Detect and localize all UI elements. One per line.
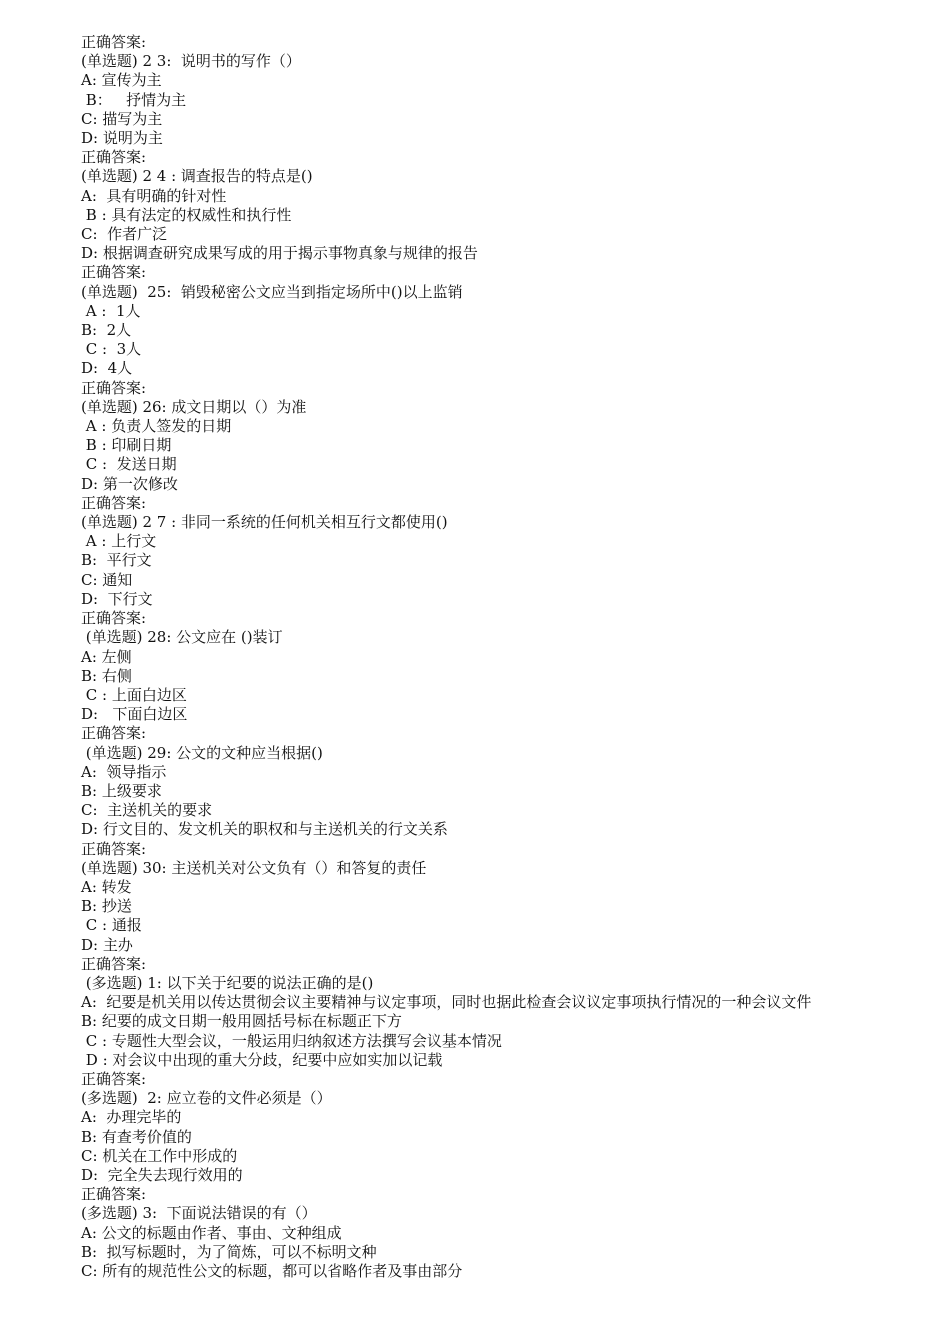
option-c: C: 所有的规范性公文的标题，都可以省略作者及事由部分 <box>81 1262 463 1280</box>
answer-label: 正确答案: <box>81 263 147 282</box>
question-heading: (单选题) 26: 成文日期以（）为准 <box>81 397 307 416</box>
option-b: B: 上级要求 <box>81 781 162 800</box>
question-heading: (多选题) 3: 下面说法错误的有（） <box>81 1204 317 1223</box>
option-c: C : 专题性大型会议，一般运用归纳叙述方法撰写会议基本情况 <box>81 1031 502 1050</box>
option-b: B: 拟写标题时，为了简炼，可以不标明文种 <box>81 1242 377 1261</box>
question-heading: (单选题) 2 7 : 非同一系统的任何机关相互行文都使用() <box>81 513 448 532</box>
option-d: D: 根据调查研究成果写成的用于揭示事物真象与规律的报告 <box>81 244 478 263</box>
option-b: B : 印刷日期 <box>81 436 172 455</box>
option-d: D : 对会议中出现的重大分歧，纪要中应如实加以记载 <box>81 1050 443 1069</box>
option-b: B: 纪要的成文日期一般用圆括号标在标题正下方 <box>81 1012 402 1031</box>
option-d: D: 下行文 <box>81 589 153 608</box>
option-a: A: 公文的标题由作者、事由、文种组成 <box>81 1223 342 1242</box>
question-heading: (单选题) 2 4 : 调查报告的特点是() <box>81 167 313 186</box>
answer-label: 正确答案: <box>81 378 147 397</box>
option-c: C: 机关在工作中形成的 <box>81 1146 238 1165</box>
option-b: B: 平行文 <box>81 551 152 570</box>
question-heading: (单选题) 28: 公文应在 ()装订 <box>81 628 283 647</box>
question-heading: (单选题) 2 3: 说明书的写作（） <box>81 52 301 71</box>
answer-label: 正确答案: <box>81 33 147 51</box>
option-a: A: 纪要是机关用以传达贯彻会议主要精神与议定事项，同时也据此检查会议议定事项执行情况的一种会议文件 <box>81 993 812 1012</box>
option-c: C : 发送日期 <box>81 455 177 474</box>
question-heading: (单选题) 25: 销毁秘密公文应当到指定场所中()以上监销 <box>81 282 463 301</box>
answer-label: 正确答案: <box>81 1185 147 1204</box>
option-c: C: 描写为主 <box>81 109 163 128</box>
option-c: C: 通知 <box>81 570 133 589</box>
answer-label: 正确答案: <box>81 839 147 858</box>
answer-label: 正确答案: <box>81 1069 147 1088</box>
option-a: A : 上行文 <box>81 532 157 551</box>
document-body <box>81 33 881 1281</box>
option-d: D: 4人 <box>81 359 133 378</box>
question-heading: (多选题) 2: 应立卷的文件必须是（） <box>81 1089 332 1108</box>
option-d: D: 说明为主 <box>81 129 163 148</box>
option-c: C : 上面白边区 <box>81 685 187 704</box>
option-c: C : 通报 <box>81 916 142 935</box>
option-b: B: 右侧 <box>81 666 132 685</box>
question-heading: (单选题) 30: 主送机关对公文负有（）和答复的责任 <box>81 858 427 877</box>
option-a: A : 1人 <box>81 301 141 320</box>
answer-label: 正确答案: <box>81 724 147 743</box>
option-a: A: 具有明确的针对性 <box>81 186 227 205</box>
option-b: B : 具有法定的权威性和执行性 <box>81 205 292 224</box>
option-a: A: 办理完毕的 <box>81 1108 182 1127</box>
option-b: B： 抒情为主 <box>81 90 187 109</box>
question-heading: (多选题) 1: 以下关于纪要的说法正确的是() <box>81 973 374 992</box>
answer-label: 正确答案: <box>81 609 147 628</box>
option-c: C: 主送机关的要求 <box>81 801 213 820</box>
option-d: D: 完全失去现行效用的 <box>81 1165 243 1184</box>
option-a: A: 宣传为主 <box>81 71 162 90</box>
option-a: A: 领导指示 <box>81 762 167 781</box>
option-c: C: 作者广泛 <box>81 225 168 244</box>
option-b: B: 2人 <box>81 321 132 340</box>
option-c: C : 3人 <box>81 340 142 359</box>
question-heading: (单选题) 29: 公文的文种应当根据() <box>81 743 323 762</box>
option-b: B: 抄送 <box>81 897 132 916</box>
answer-label: 正确答案: <box>81 148 147 167</box>
option-a: A: 转发 <box>81 877 132 896</box>
option-d: D: 下面白边区 <box>81 705 188 724</box>
answer-label: 正确答案: <box>81 493 147 512</box>
option-a: A: 左侧 <box>81 647 132 666</box>
option-d: D: 第一次修改 <box>81 474 178 493</box>
option-d: D: 主办 <box>81 935 133 954</box>
answer-label: 正确答案: <box>81 954 147 973</box>
option-b: B: 有查考价值的 <box>81 1127 192 1146</box>
option-d: D: 行文目的、发文机关的职权和与主送机关的行文关系 <box>81 820 448 839</box>
option-a: A : 负责人签发的日期 <box>81 417 232 436</box>
